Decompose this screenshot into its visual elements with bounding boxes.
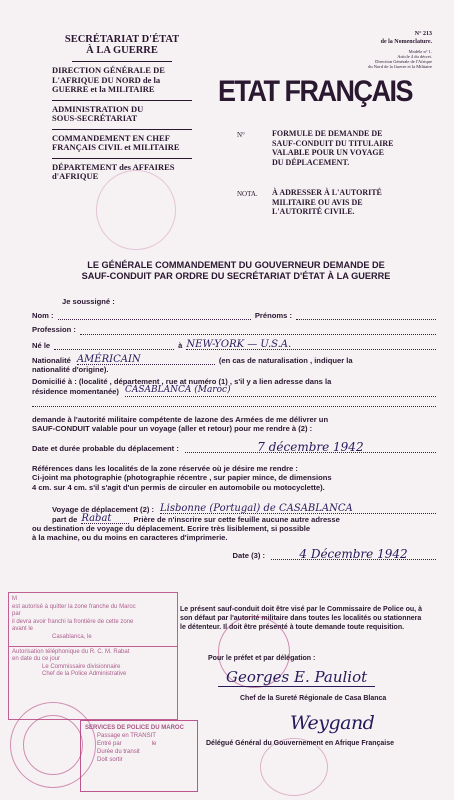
services-line: Durée du transit	[97, 749, 140, 755]
services-line: Passage en TRANSIT	[97, 733, 156, 739]
demande-text-1: demande à l'autorité militaire compétente de lazone des Armées de me délivrer un	[32, 414, 329, 424]
formula-number-label: N°	[237, 131, 245, 139]
nom-field[interactable]	[58, 311, 251, 320]
document-title: ETAT FRANÇAIS	[218, 74, 412, 108]
nota-block: À ADRESSER À L'AUTORITÉ MILITAIRE OU AVIS DE L'AUTORITÉ CIVILE.	[272, 188, 382, 217]
header-block-admin: ADMINISTRATION DU SOUS-SECRÉTARIAT	[52, 103, 144, 123]
nom-label: Nom :	[32, 311, 54, 321]
origine-note: nationalité d'origine).	[32, 365, 109, 375]
nota-label: NOTA.	[237, 190, 258, 198]
prier-text-2: ou destination de voyage du déplacement. Ecrire très lisiblement, si possible	[32, 524, 311, 534]
auth-line: est autorisé à quitter la zone franche du Maroc	[12, 603, 136, 610]
header-left	[52, 34, 192, 182]
birthplace-field[interactable]: NEW-YORK — U.S.A.	[186, 340, 436, 350]
name-row	[32, 311, 436, 320]
residence-row	[32, 386, 436, 396]
header-block-department: DÉPARTEMENT des AFFAIRES d'AFRIQUE	[52, 161, 175, 181]
auth-line: en date du ce jour	[12, 656, 61, 663]
nationality-row	[32, 355, 436, 365]
ministry-subtitle: À LA GUERRE	[86, 45, 158, 56]
date2-row	[32, 546, 436, 561]
residence-field[interactable]: CASABLANCA (Maroc)	[125, 386, 436, 396]
header-block-command: COMMANDEMENT EN CHEF FRANÇAIS CIVIL et MILITAIRE	[52, 132, 180, 152]
domicile-label: Domicilié à : (localité , département , rue at numéro (1) , s'il y a lien adresse dans la	[32, 377, 332, 387]
formula-block: FORMULE DE DEMANDE DE SAUF-CONDUIT DU TITULAIRE VALABLE POUR UN VOYAGE DU DÉPLACEMENT.	[272, 129, 394, 167]
auth-line: Autorisation téléphonique du R. C. M. Rabat	[12, 648, 130, 655]
date2-field[interactable]: 4 Décembre 1942	[271, 550, 436, 560]
pour-prefet-label: Pour le préfet et par délégation :	[208, 655, 316, 662]
demande-text-2: SAUF-CONDUIT valable pour un voyage (aller et retour) pour me rendre à (2) :	[32, 423, 313, 433]
nationalite-label: Nationalité	[32, 355, 71, 365]
partir-field[interactable]: Rabat	[81, 514, 129, 524]
form-body	[32, 297, 436, 560]
authorization-box	[8, 592, 178, 720]
prenoms-field[interactable]	[296, 311, 436, 320]
voyage-field[interactable]: Lisbonne (Portugal) de CASABLANCA	[160, 504, 436, 514]
delegue-label: Délégué Général du Gouvernement en Afrique Française	[206, 740, 395, 747]
naturalisation-note: (en cas de naturalisation , indiquer la	[218, 355, 353, 365]
voyage-label: Voyage de déplacement (2) :	[52, 504, 154, 514]
prier-text-3: à la machine, ou du moins en caracteres d'imprimerie.	[32, 533, 228, 543]
prier-text-1: Prière de n'inscrire sur cette feuille aucune autre adresse	[133, 515, 340, 525]
references-label: Références dans les localités de la zone réservée où je désire me rendre :	[32, 464, 298, 474]
profession-label: Profession :	[32, 325, 76, 335]
services-police-box	[80, 720, 198, 792]
header-rule	[52, 100, 192, 101]
photo-note-2: 4 cm. sur 4 cm. s'il s'agit d'un permis de circuler en automobile ou motocyclette).	[32, 482, 325, 492]
residence-extra-line[interactable]	[32, 406, 436, 407]
auth-line: par	[12, 611, 21, 618]
services-entry-row	[85, 740, 193, 748]
auth-line: M	[12, 596, 17, 602]
header-rule	[72, 61, 172, 62]
birth-row	[32, 340, 436, 350]
prenoms-label: Prénoms :	[254, 311, 292, 321]
auth-divider	[9, 646, 177, 647]
profession-row	[32, 325, 436, 334]
form-heading: LE GÉNÉRALE COMMANDEMENT DU GOUVERNEUR DEMANDE DE SAUF-CONDUIT PAR ORDRE DU SECRÉTARIAT D'ÉTAT À LA GUERRE	[81, 260, 391, 281]
services-title: SERVICES DE POLICE DU MAROC	[85, 725, 184, 731]
profession-field[interactable]	[80, 325, 436, 334]
auth-line: Chef de la Police Administrative	[42, 671, 127, 678]
signature-2: Weygand	[290, 712, 375, 734]
date-row	[32, 440, 436, 455]
faint-stamp	[96, 170, 176, 250]
auth-line: avant le	[12, 626, 34, 633]
stamp-inner-ring	[23, 715, 83, 775]
photo-note-1: Ci-joint ma photographie (photographie récentre , sur papier mince, de dimensions	[32, 473, 332, 483]
header-right-meta: N° 213 de la Nomenclature. Modèle n° 1. Article 4 du décret. Direction Générale de l'Afrique du Nord de la Guerre et la Militaire	[368, 31, 432, 69]
nationality-field[interactable]: AMÉRICAIN	[77, 355, 215, 365]
partir-label: part de	[52, 515, 78, 525]
partir-row	[32, 514, 436, 524]
signature-1: Georges E. Pauliot	[218, 668, 375, 687]
auth-line: Le Commissaire divisionnaire	[42, 663, 121, 670]
services-entre-label: Entré par	[97, 741, 122, 747]
ne-le-label: Né le	[32, 340, 51, 350]
header-block-direction: DIRECTION GÉNÉRALE DE L'AFRIQUE DU NORD de la GUERRE et la MILITAIRE	[52, 65, 165, 94]
services-le-label: le	[151, 741, 157, 747]
header-rule	[52, 158, 192, 159]
chef-label: Chef de la Sureté Régionale de Casa Blanca	[240, 695, 387, 702]
birthdate-field[interactable]	[54, 349, 174, 350]
auth-line: Casablanca, le	[52, 633, 92, 640]
date-label: Date et durée probable du déplacement :	[32, 444, 179, 454]
date2-label: Date (3) :	[232, 550, 265, 560]
a-label: à	[178, 340, 183, 350]
services-line: Doit sortir	[97, 757, 123, 763]
residence-label: résidence momentanée)	[32, 387, 119, 397]
header-rule	[52, 129, 192, 130]
police-notice: Le présent sauf-conduit doit être visé par le Commissaire de Police ou, à son défaut par l'autorité militaire dans toutes les localités ou stationnera le détenteur. Il doit être présenté à toute demande toute requisition.	[180, 606, 422, 631]
ministry-title: SECRÉTARIAT D'ÉTAT	[64, 34, 180, 45]
soussigne-label: Je soussigné :	[62, 297, 115, 306]
date-field[interactable]: 7 décembre 1942	[185, 443, 436, 453]
auth-line: il devra avoir franchi la frontière de cette zone	[12, 618, 134, 625]
